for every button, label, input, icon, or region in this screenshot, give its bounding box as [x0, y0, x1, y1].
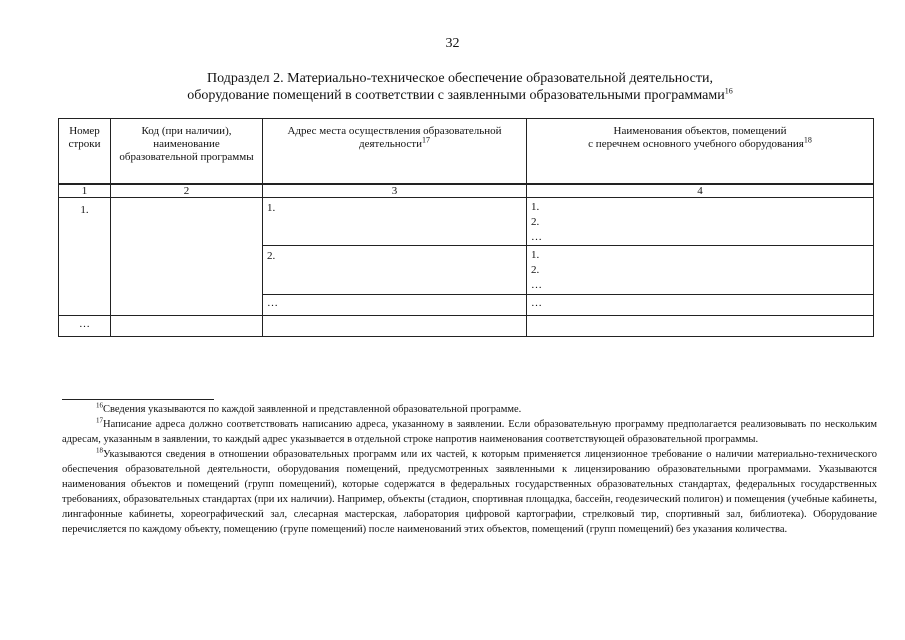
section-title-line1: Подраздел 2. Материально-техническое обеспечение образовательной деятельности, [207, 71, 713, 86]
footnote-16-mark: 16 [96, 401, 103, 410]
header-objects-line1: Наименования объектов, помещений [613, 125, 787, 137]
header-objects [527, 119, 874, 185]
object-item: 1. [531, 201, 540, 213]
column-number-3: 3 [263, 184, 527, 198]
section-title-line2 [130, 87, 790, 104]
footnote-18-text: Указываются сведения в отношении образовательных программ или их частей, к которым применяется лицензионное требование о наличии материально-технического обеспечения образовательной деятельности, оборудования помещений, предусмотренных заявленными к лицензированию образовательными программами. Указываются наименования объектов и помещений (групп помещений), которые содержатся в федеральных государственных образовательных стандартах, федеральных государственных требованиях, образовательных стандартах (при их наличии). Например, объекты (стадион, спортивная площадка, бассейн, геодезический полигон) и помещения (учебные кабинеты, лингафонные кабинеты, хореографический зал, слесарная мастерская, лаборатория цифровой картографии, стрелковый тир, спортивный зал, библиотека). Оборудование перечисляется по каждому объекту, помещению (групе помещений) после наименований этих объектов, помещений (групп помещений) без указания количества. [62, 449, 877, 535]
footnote-16 [62, 402, 877, 417]
empty-cell [111, 316, 263, 337]
header-objects-line2 [531, 135, 869, 151]
footnote-16-text: Сведения указываются по каждой заявленной и представленной образовательной программе. [103, 404, 522, 415]
column-number-2: 2 [111, 184, 263, 198]
header-program-text: Код (при наличии), наименование образовательной программы [119, 125, 254, 163]
address-cell-2: 2. [263, 246, 527, 295]
address-cell-3: … [263, 295, 527, 316]
empty-cell [527, 316, 874, 337]
objects-cell-3: … [527, 295, 874, 316]
header-row-number-text: Номер строки [68, 125, 101, 150]
program-cell [111, 198, 263, 316]
object-item: … [531, 231, 542, 243]
footnote-18-mark: 18 [96, 446, 103, 455]
header-row-number [59, 119, 111, 185]
object-item: 2. [531, 264, 540, 276]
objects-cell-2 [527, 246, 874, 295]
footnote-17 [62, 417, 877, 447]
object-item: 2. [531, 216, 540, 228]
table-row [59, 198, 874, 246]
footnote-ref-18: 18 [803, 135, 812, 145]
objects-cell-1 [527, 198, 874, 246]
object-item: … [531, 279, 542, 291]
footnote-18 [62, 447, 877, 537]
footnote-ref-17: 17 [421, 135, 430, 145]
row-number-cell: 1. [59, 198, 111, 316]
address-cell-1: 1. [263, 198, 527, 246]
section-title-line2-text: оборудование помещений в соответствии с заявленными образовательными программами [187, 88, 725, 103]
table-row [59, 316, 874, 337]
footnotes [62, 402, 877, 537]
header-program [111, 119, 263, 185]
empty-cell [263, 316, 527, 337]
header-objects-line2-text: с перечнем основного учебного оборудования [588, 138, 804, 150]
page-number: 32 [445, 36, 460, 51]
footnote-17-text: Написание адреса должно соответствовать написанию адреса, указанному в заявлении. Если образовательную программу предполагается реализовывать по нескольким адресам, указанным в заявлении, то каждый адрес указывается в отдельной строке напротив наименования соответствующей образовательной программы. [62, 419, 877, 445]
column-number-row [59, 184, 874, 198]
column-number-1: 1 [59, 184, 111, 198]
header-address [263, 119, 527, 185]
column-number-4: 4 [527, 184, 874, 198]
row-ellipsis-cell: … [59, 316, 111, 337]
footnote-17-mark: 17 [96, 416, 103, 425]
table-header-row [59, 119, 874, 185]
footnote-ref-16: 16 [724, 86, 733, 96]
footnote-separator [62, 399, 214, 400]
header-address-text: Адрес места осуществления образовательной деятельности [287, 125, 502, 150]
equipment-table [58, 118, 874, 337]
section-title [130, 70, 790, 104]
object-item: 1. [531, 249, 540, 261]
